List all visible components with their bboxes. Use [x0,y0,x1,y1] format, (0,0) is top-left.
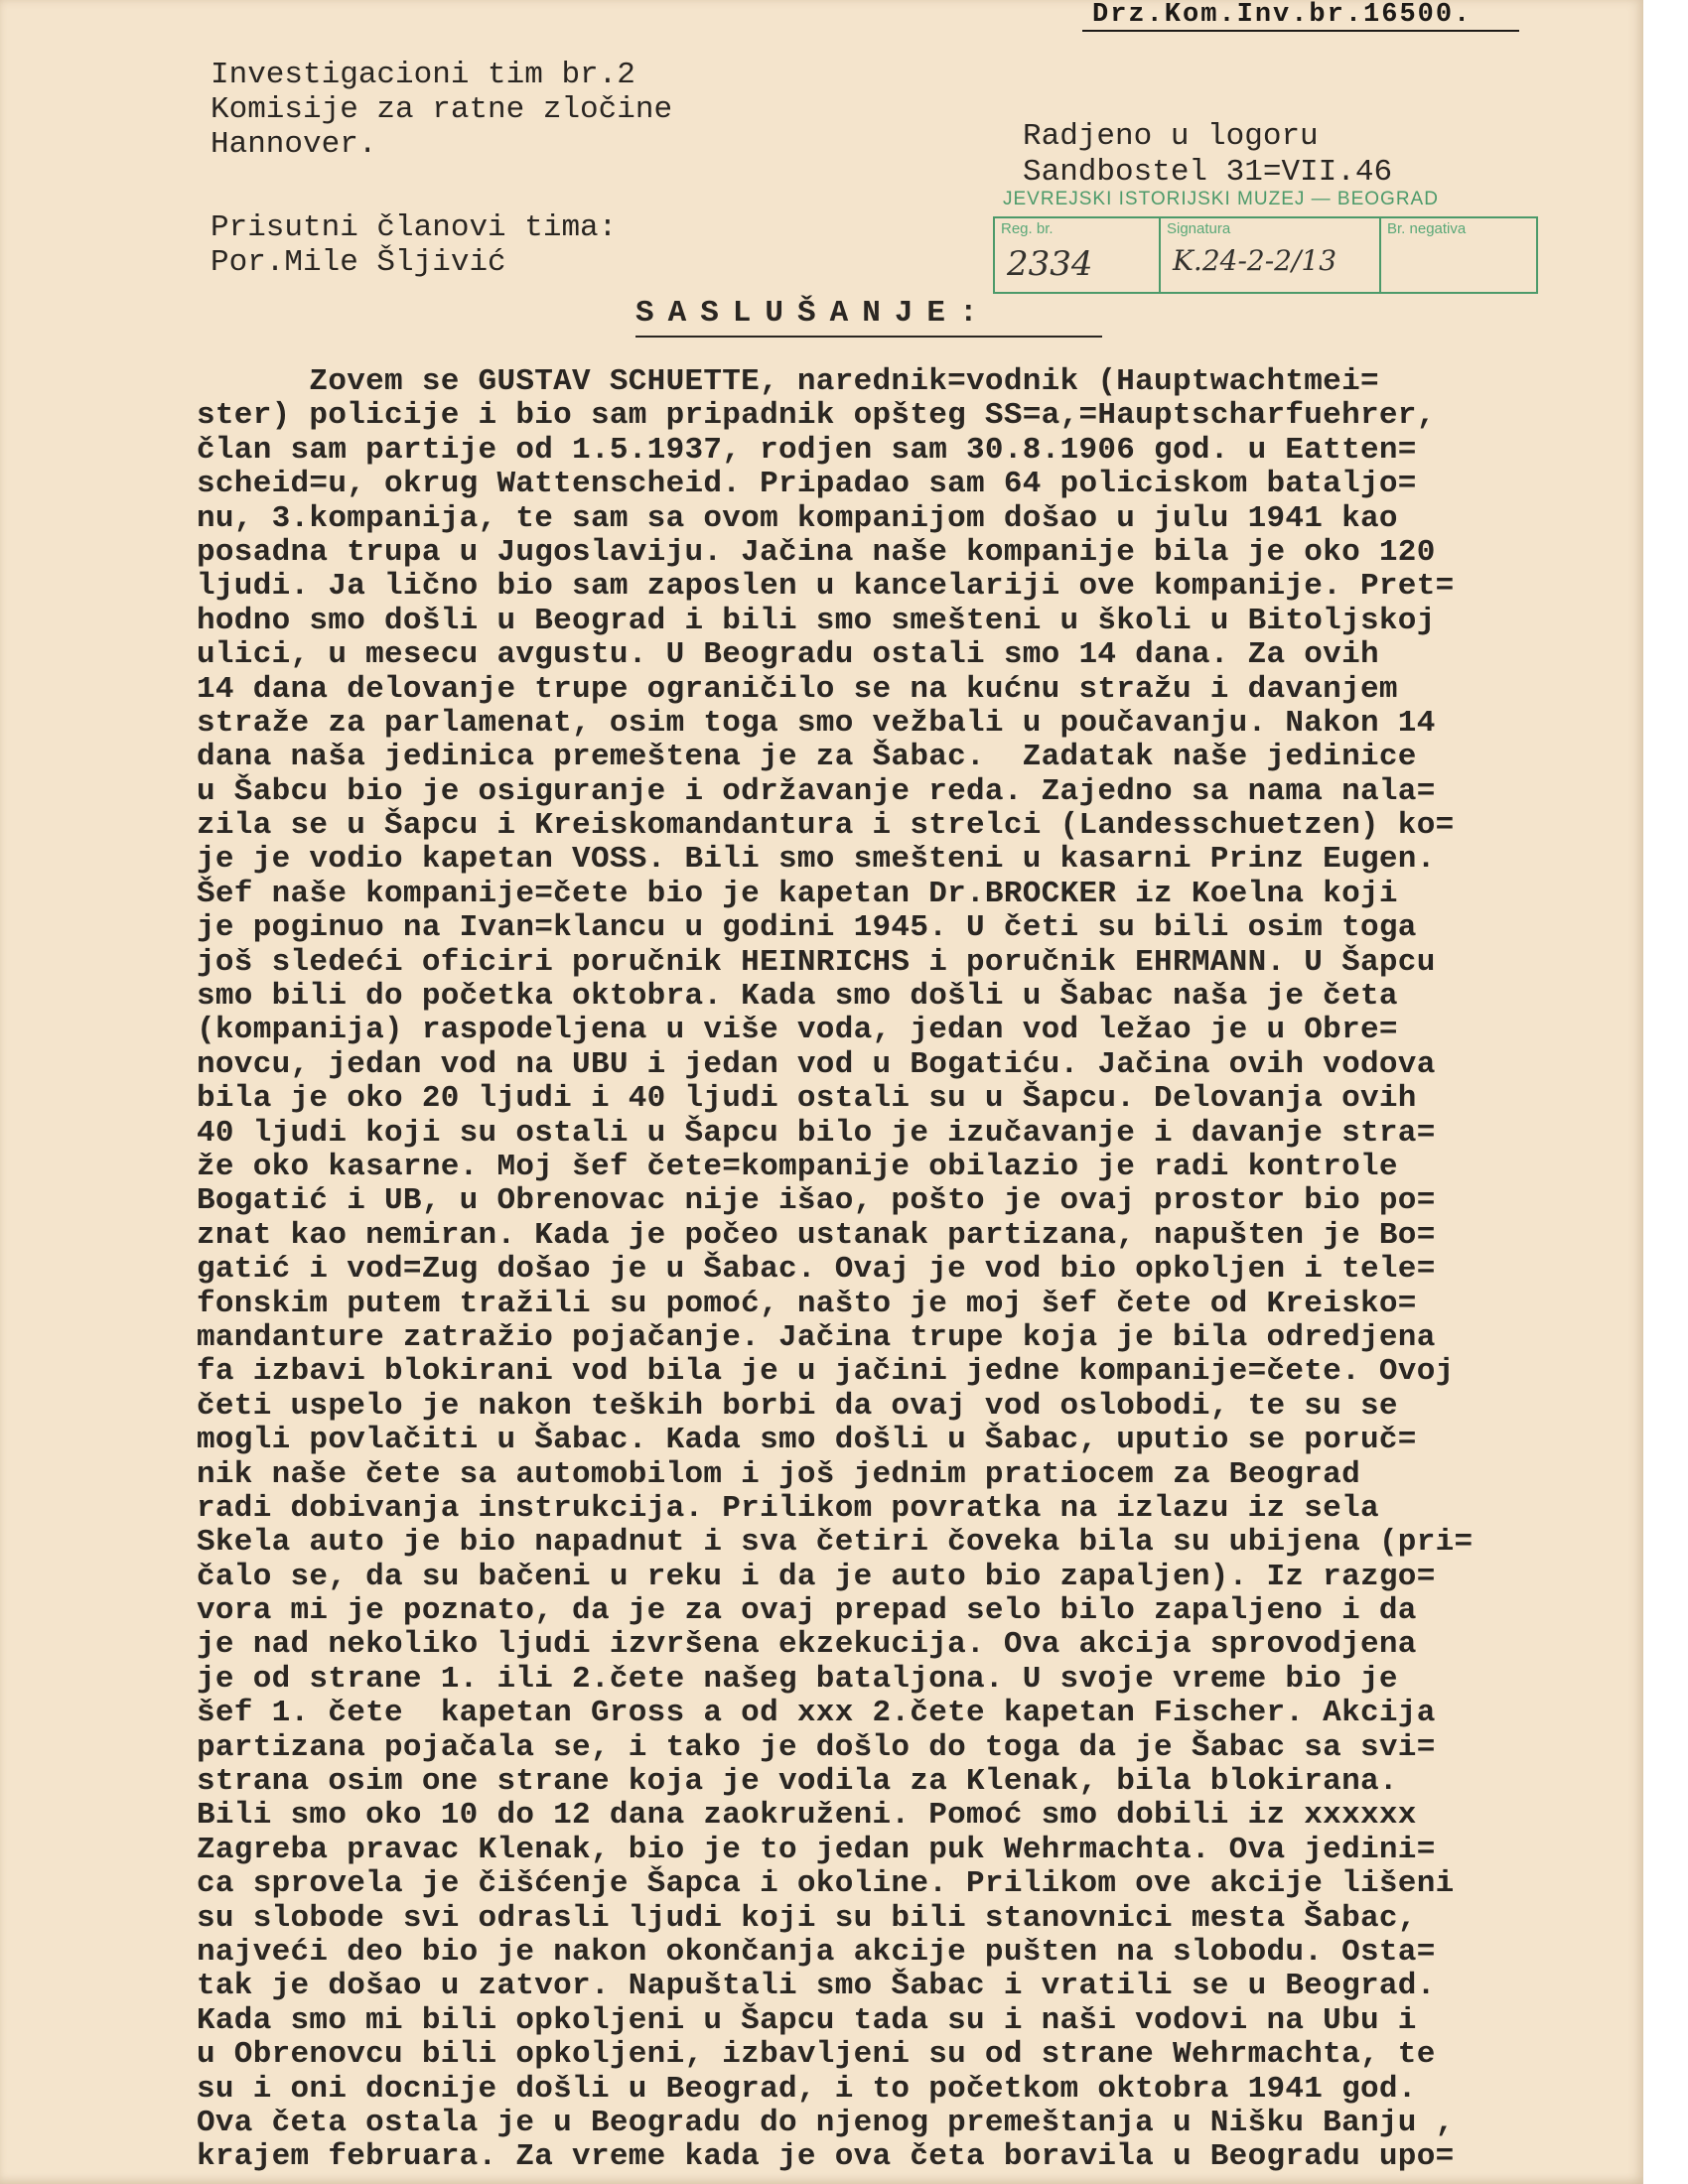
testimony-line: je je vodio kapetan VOSS. Bili smo smešteni u kasarni Prinz Eugen. [197,842,1436,878]
testimony-line: član sam partije od 1.5.1937, rodjen sam 30.8.1906 god. u Eatten= [197,432,1417,468]
testimony-line: tak je došao u zatvor. Napuštali smo Šabac i vratili se u Beograd. [197,1969,1436,2004]
archive-number-underline [1082,30,1519,32]
testimony-body [197,365,1587,2175]
issuing-body-line: Hannover. [211,127,377,162]
testimony-line: Zovem se GUSTAV SCHUETTE, narednik=vodnik (Hauptwachtmei= [197,364,1379,399]
testimony-line: dana naša jedinica premeštena je za Šabac. Zadatak naše jedinice [197,740,1417,775]
stamp-signature-value: K.24-2-2/13 [1173,244,1337,277]
testimony-line: 40 ljudi koji su ostali u Šapcu bilo je izučavanje i davanje stra= [197,1115,1436,1151]
testimony-line: još sledeći oficiri poručnik HEINRICHS i poručnik EHRMANN. U Šapcu [197,944,1436,980]
testimony-line: je nad nekoliko ljudi izvršena ekzekucija. Ova akcija sprovodjena [197,1627,1417,1663]
testimony-line: strana osim one strane koja je vodila za Klenak, bila blokirana. [197,1764,1398,1800]
testimony-line: u Šabcu bio je osiguranje i održavanje reda. Zajedno sa nama nala= [197,773,1436,809]
testimony-line: Šef naše kompanije=čete bio je kapetan Dr.BROCKER iz Koelna koji [197,876,1398,911]
testimony-line: mandanture zatražio pojačanje. Jačina trupe koja je bila odredjena [197,1319,1436,1355]
testimony-line: mogli povlačiti u Šabac. Kada smo došli u Šabac, uputio se poruč= [197,1423,1417,1458]
testimony-line: Skela auto je bio napadnut i sva četiri čoveka bila su ubijena (pri= [197,1525,1474,1561]
testimony-line: zila se u Šapcu i Kreiskomandantura i strelci (Landesschuetzen) ko= [197,808,1455,844]
testimony-line: ca sprovela je čišćenje Šapca i okoline. Prilikom ove akcije lišeni [197,1866,1455,1902]
testimony-line: Ova četa ostala je u Beogradu do njenog premeštanja u Nišku Banju , [197,2105,1455,2140]
testimony-line: posadna trupa u Jugoslaviju. Jačina naše kompanije bila je oko 120 [197,534,1436,570]
stamp-negative-label: Br. negativa [1387,220,1467,237]
issuing-body [211,58,672,162]
testimony-line: smo bili do početka oktobra. Kada smo došli u Šabac naša je četa [197,979,1398,1015]
testimony-line: bila je oko 20 ljudi i 40 ljudi ostali su u Šapcu. Delovanja ovih [197,1081,1417,1117]
members-heading: Prisutni članovi tima: [211,210,618,245]
page-margin [1643,0,1688,2184]
testimony-line: su i oni docnije došli u Beograd, i to početkom oktobra 1941 god. [197,2071,1417,2107]
testimony-line: nik naše čete sa automobilom i još jednim pratiocem za Beograd [197,1456,1360,1492]
testimony-line: že oko kasarne. Moj šef čete=kompanije obilazio je radi kontrole [197,1149,1398,1184]
title-underline [635,336,1102,338]
testimony-line: ster) policije i bio sam pripadnik opšteg SS=a,=Hauptscharfuehrer, [197,398,1436,434]
testimony-line: radi dobivanja instrukcija. Prilikom povratka na izlazu iz sela [197,1490,1379,1526]
stamp-signature-label: Signatura [1167,220,1231,237]
date-line: Sandbostel 31=VII.46 [1023,155,1393,190]
testimony-line: znat kao nemiran. Kada je počeo ustanak partizana, napušten je Bo= [197,1217,1436,1253]
place-date [1023,119,1392,191]
testimony-line: Bili smo oko 10 do 12 dana zaokruženi. Pomoć smo dobili iz xxxxxx [197,1798,1417,1834]
testimony-line: partizana pojačala se, i tako je došlo do toga da je Šabac sa svi= [197,1729,1436,1765]
testimony-line: scheid=u, okrug Wattenscheid. Pripadao sam 64 policiskom bataljo= [197,467,1417,502]
testimony-line: 14 dana delovanje trupe ograničilo se na kućnu stražu i davanjem [197,671,1398,707]
archive-stamp [993,189,1534,303]
stamp-negative-cell [1381,218,1534,292]
place-line: Radjeno u logoru [1023,119,1319,154]
stamp-institution: JEVREJSKI ISTORIJSKI MUZEJ — BEOGRAD [1003,189,1439,209]
testimony-line: fa izbavi blokirani vod bila je u jačini jedne kompanije=čete. Ovoj [197,1354,1455,1390]
testimony-line: vora mi je poznato, da je za ovaj prepad selo bilo zapaljeno i da [197,1593,1417,1629]
testimony-line: Kada smo mi bili opkoljeni u Šapcu tada su i naši vodovi na Ubu i [197,2002,1417,2038]
stamp-reg-label: Reg. br. [1001,220,1054,237]
testimony-line: Zagreba pravac Klenak, bio je to jedan puk Wehrmachta. Ova jedini= [197,1832,1436,1867]
testimony-line: šef 1. čete kapetan Gross a od xxx 2.čete kapetan Fischer. Akcija [197,1696,1436,1731]
archive-number: Drz.Kom.Inv.br.16500. [1092,0,1473,30]
member-name: Por.Mile Šljivić [211,245,506,280]
document-title: SASLUŠANJE: [635,296,992,331]
issuing-body-line: Investigacioni tim br.2 [211,58,635,92]
testimony-line: (kompanija) raspodeljena u više voda, jedan vod ležao je u Obre= [197,1013,1398,1048]
testimony-line: četi uspelo je nakon teških borbi da ovaj vod oslobodi, te su se [197,1388,1398,1424]
testimony-line: najveći deo bio je nakon okončanja akcije pušten na slobodu. Osta= [197,1934,1436,1970]
testimony-line: nu, 3.kompanija, te sam sa ovom kompanijom došao u julu 1941 kao [197,500,1398,536]
testimony-line: hodno smo došli u Beograd i bili smo smešteni u školi u Bitoljskoj [197,603,1436,638]
testimony-line: ljudi. Ja lično bio sam zaposlen u kancelariji ove kompanije. Pret= [197,569,1455,605]
testimony-line: u Obrenovcu bili opkoljeni, izbavljeni su od strane Wehrmachta, te [197,2037,1436,2073]
testimony-line: Bogatić i UB, u Obrenovac nije išao, pošto je ovaj prostor bio po= [197,1183,1436,1219]
testimony-line: krajem februara. Za vreme kada je ova četa boravila u Beogradu upo= [197,2139,1455,2175]
team-members [211,210,617,280]
stamp-signature-cell [1161,218,1381,292]
issuing-body-line: Komisije za ratne zločine [211,92,673,127]
testimony-line: je poginuo na Ivan=klancu u godini 1945. U četi su bili osim toga [197,910,1417,946]
testimony-line: straže za parlamenat, osim toga smo vežbali u poučavanju. Nakon 14 [197,705,1436,741]
testimony-line: je od strane 1. ili 2.čete našeg bataljona. U svoje vreme bio je [197,1661,1398,1697]
testimony-line: gatić i vod=Zug došao je u Šabac. Ovaj je vod bio opkoljen i tele= [197,1252,1436,1288]
testimony-line: novcu, jedan vod na UBU i jedan vod u Bogatiću. Jačina ovih vodova [197,1046,1436,1082]
stamp-reg-cell [995,218,1161,292]
testimony-line: ulici, u mesecu avgustu. U Beogradu ostali smo 14 dana. Za ovih [197,637,1379,673]
testimony-line: čalo se, da su bačeni u reku i da je auto bio zapaljen). Iz razgo= [197,1559,1436,1594]
stamp-box [993,216,1538,294]
stamp-reg-value: 2334 [1007,244,1093,284]
testimony-line: su slobode svi odrasli ljudi koji su bili stanovnici mesta Šabac, [197,1900,1417,1936]
testimony-line: fonskim putem tražili su pomoć, našto je moj šef čete od Kreisko= [197,1286,1417,1321]
